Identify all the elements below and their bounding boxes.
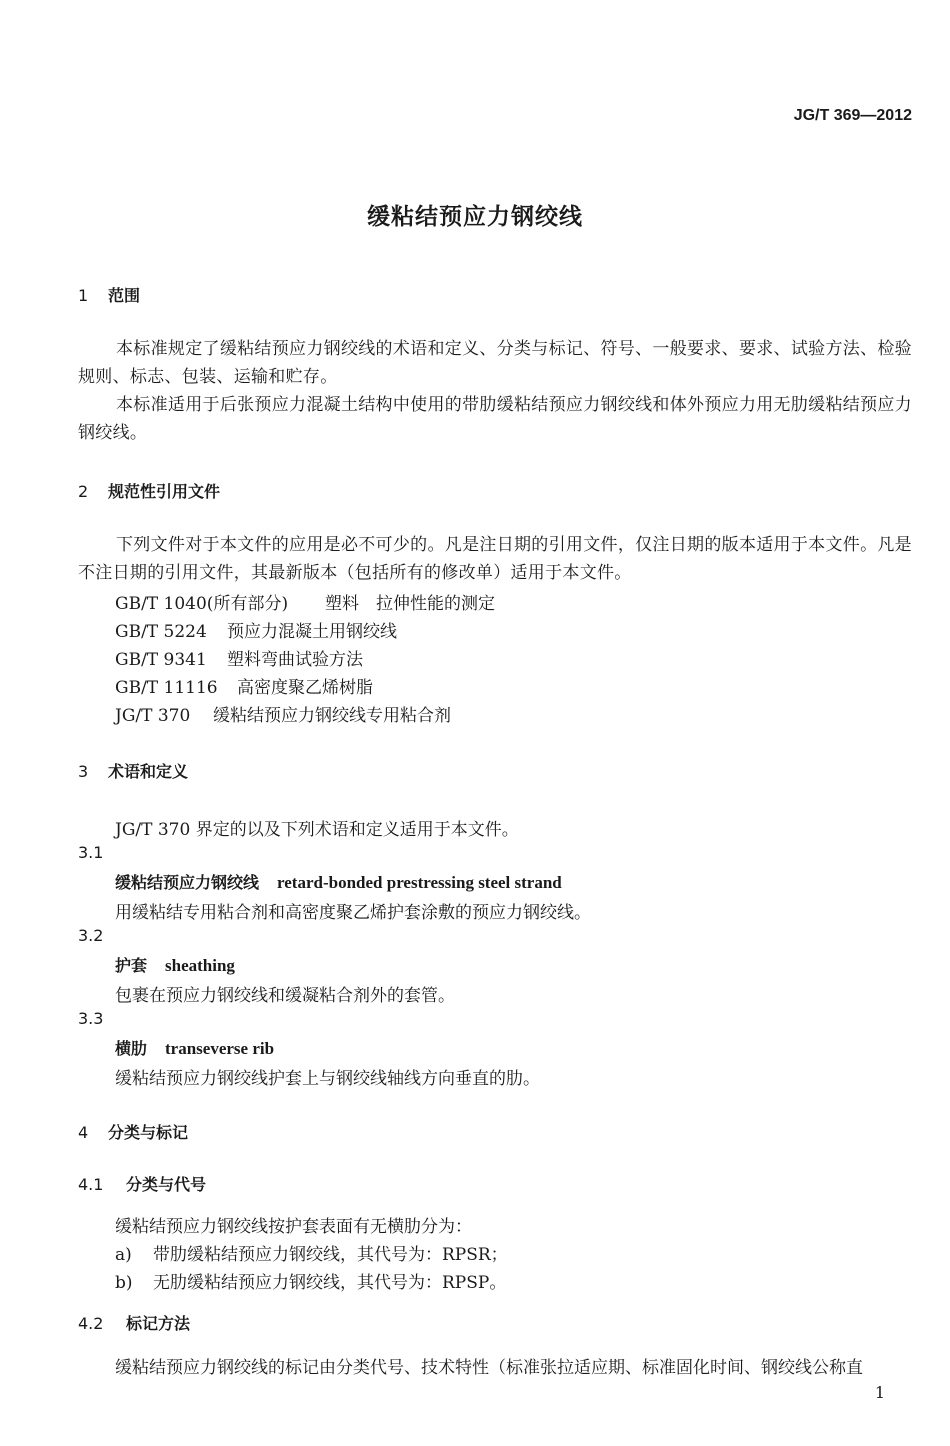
section-heading-4 bbox=[78, 1120, 188, 1143]
term-zh: 护套 bbox=[115, 956, 148, 975]
section-3-intro: JG/T 370 界定的以及下列术语和定义适用于本文件。 bbox=[115, 820, 519, 840]
standard-code: JG/T 369—2012 bbox=[793, 107, 912, 124]
reference-item bbox=[115, 617, 397, 642]
term-title bbox=[115, 953, 235, 976]
page-title: 缓粘结预应力钢绞线 bbox=[367, 204, 583, 230]
reference-item bbox=[115, 589, 495, 614]
section-number: 3 bbox=[78, 762, 89, 781]
section-heading-3 bbox=[78, 759, 188, 782]
section-number: 4 bbox=[78, 1123, 89, 1142]
section-1-paragraph-1: 本标准规定了缓粘结预应力钢绞线的术语和定义、分类与标记、符号、一般要求、要求、试验方法、检验规则、标志、包装、运输和贮存。 bbox=[78, 339, 912, 387]
term-en: transeverse rib bbox=[165, 1039, 275, 1058]
reference-name: 塑料弯曲试验方法 bbox=[227, 650, 363, 670]
reference-item bbox=[115, 673, 373, 698]
section-title: 范围 bbox=[108, 286, 141, 305]
reference-code: GB/T 1040(所有部分) bbox=[115, 594, 289, 614]
reference-name: 高密度聚乙烯树脂 bbox=[237, 678, 373, 698]
page-number: 1 bbox=[874, 1383, 885, 1402]
subsection-title: 标记方法 bbox=[126, 1314, 191, 1333]
subsection-number: 4.2 bbox=[78, 1314, 104, 1333]
list-item bbox=[115, 1268, 506, 1293]
term-title bbox=[115, 1036, 274, 1059]
term-en: retard-bonded prestressing steel strand bbox=[277, 873, 562, 892]
subsection-number: 4.1 bbox=[78, 1175, 104, 1194]
section-title: 分类与标记 bbox=[108, 1123, 189, 1142]
reference-name: 预应力混凝土用钢绞线 bbox=[227, 622, 397, 642]
section-title: 术语和定义 bbox=[108, 762, 189, 781]
term-title bbox=[115, 870, 562, 893]
reference-item bbox=[115, 701, 451, 726]
clause-number: 3.2 bbox=[78, 926, 104, 945]
subsection-heading-4-1 bbox=[78, 1172, 206, 1195]
reference-name: 缓粘结预应力钢绞线专用粘合剂 bbox=[213, 706, 451, 726]
list-item-text: 带肋缓粘结预应力钢绞线，其代号为：RPSR； bbox=[153, 1245, 508, 1265]
section-number: 1 bbox=[78, 286, 89, 305]
reference-code: GB/T 9341 bbox=[115, 650, 207, 670]
subsection-title: 分类与代号 bbox=[126, 1175, 207, 1194]
term-zh: 缓粘结预应力钢绞线 bbox=[115, 873, 260, 892]
term-definition: 缓粘结预应力钢绞线护套上与钢绞线轴线方向垂直的肋。 bbox=[115, 1069, 540, 1089]
term-definition: 用缓粘结专用粘合剂和高密度聚乙烯护套涂敷的预应力钢绞线。 bbox=[115, 903, 591, 923]
subsection-4-1-intro: 缓粘结预应力钢绞线按护套表面有无横肋分为： bbox=[115, 1217, 472, 1237]
subsection-heading-4-2 bbox=[78, 1311, 190, 1334]
term-en: sheathing bbox=[165, 956, 235, 975]
subsection-4-2-paragraph: 缓粘结预应力钢绞线的标记由分类代号、技术特性（标准张拉适应期、标准固化时间、钢绞线公称直 bbox=[115, 1358, 863, 1378]
clause-number: 3.1 bbox=[78, 843, 104, 862]
clause-number: 3.3 bbox=[78, 1009, 104, 1028]
section-heading-1 bbox=[78, 283, 140, 306]
section-2-paragraph-1: 下列文件对于本文件的应用是必不可少的。凡是注日期的引用文件，仅注日期的版本适用于本文件。凡是不注日期的引用文件，其最新版本（包括所有的修改单）适用于本文件。 bbox=[78, 535, 912, 583]
section-1-paragraph-2: 本标准适用于后张预应力混凝土结构中使用的带肋缓粘结预应力钢绞线和体外预应力用无肋缓粘结预应力钢绞线。 bbox=[78, 395, 912, 443]
list-item-label: a) bbox=[115, 1245, 132, 1265]
reference-code: GB/T 11116 bbox=[115, 678, 218, 698]
list-item bbox=[115, 1240, 508, 1265]
reference-name: 塑料 拉伸性能的测定 bbox=[325, 594, 495, 614]
reference-code: GB/T 5224 bbox=[115, 622, 207, 642]
list-item-label: b) bbox=[115, 1273, 133, 1293]
section-title: 规范性引用文件 bbox=[108, 482, 221, 501]
reference-item bbox=[115, 645, 363, 670]
term-zh: 横肋 bbox=[115, 1039, 148, 1058]
section-number: 2 bbox=[78, 482, 89, 501]
section-heading-2 bbox=[78, 479, 220, 502]
term-definition: 包裹在预应力钢绞线和缓凝粘合剂外的套管。 bbox=[115, 986, 455, 1006]
list-item-text: 无肋缓粘结预应力钢绞线，其代号为：RPSP。 bbox=[153, 1273, 507, 1293]
reference-code: JG/T 370 bbox=[115, 706, 191, 726]
